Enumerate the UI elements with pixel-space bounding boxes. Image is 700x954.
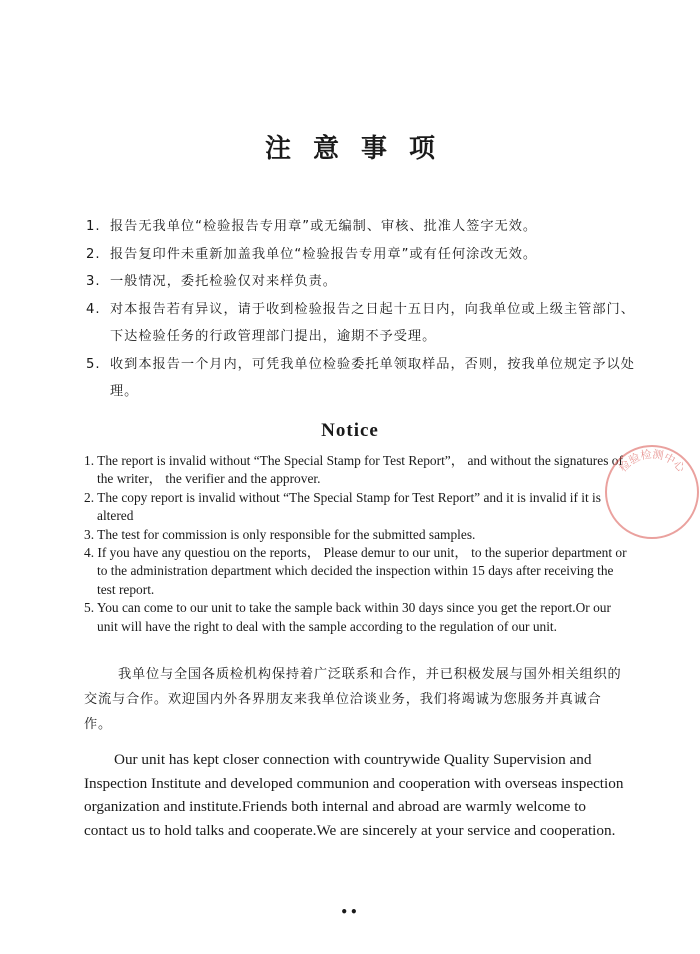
notice-cn-list: [86, 213, 646, 406]
list-item: 3. The test for commission is only responsible for the submitted samples.: [84, 526, 476, 542]
list-item: 3. 一般情况，委托检验仅对来样负责。: [86, 274, 337, 289]
list-item: 2. 报告复印件未重新加盖我单位“检验报告专用章”或有任何涂改无效。: [86, 246, 538, 262]
notice-cn-title: 注意事项: [264, 134, 457, 164]
notice-en-title: Notice: [321, 420, 379, 441]
list-item: 1. The report is invalid without “The Special Stamp for Test Report”， and without the signatures of the writer， the verifier and the approver.: [84, 453, 623, 487]
list-item: 5. 收到本报告一个月内，可凭我单位检验委托单领取样品，否则，按我单位规定予以处理。: [86, 356, 635, 399]
seal-text: [616, 447, 689, 476]
list-item: 2. The copy report is invalid without “The Special Stamp for Test Report” and it is invalid if it is altered: [84, 489, 601, 524]
seal-text-path: 检验检测中心: [616, 447, 688, 475]
cooperation-en-paragraph: Our unit has kept closer connection with countrywide Quality Supervision and Inspection Institute and developed communion and cooperation with overseas inspection organization and institute.Friends both internal and abroad are warmly welcome to contact us to hold talks and cooperate.We are sincerely at your service and cooperation.: [84, 751, 624, 839]
notice-en-list: [84, 452, 629, 636]
cooperation-cn-paragraph: 我单位与全国各质检机构保持着广泛联系和合作，并已积极发展与国外相关组织的交流与合作。欢迎国内外各界朋友来我单位洽谈业务，我们将竭诚为您服务并真诚合作。: [84, 667, 622, 732]
red-seal-stamp: [598, 438, 700, 546]
list-item: 4. 对本报告若有异议，请于收到检验报告之日起十五日内，向我单位或上级主管部门、下达检验任务的行政管理部门提出，逾期不予受理。: [86, 301, 635, 344]
list-item: 1. 报告无我单位“检验报告专用章”或无编制、审核、批准人签字无效。: [86, 219, 538, 234]
list-item: 5. You can come to our unit to take the sample back within 30 days since you get the report.Or our unit will have the right to deal with the sample according to the regulation of our unit.: [84, 600, 611, 634]
page-mark: ••: [340, 905, 360, 919]
list-item: 4. If you have any questiou on the reports， Please demur to our unit， to the superior department or to the administration department which decided the inspection within 15 days after receiving the test report.: [84, 545, 627, 597]
